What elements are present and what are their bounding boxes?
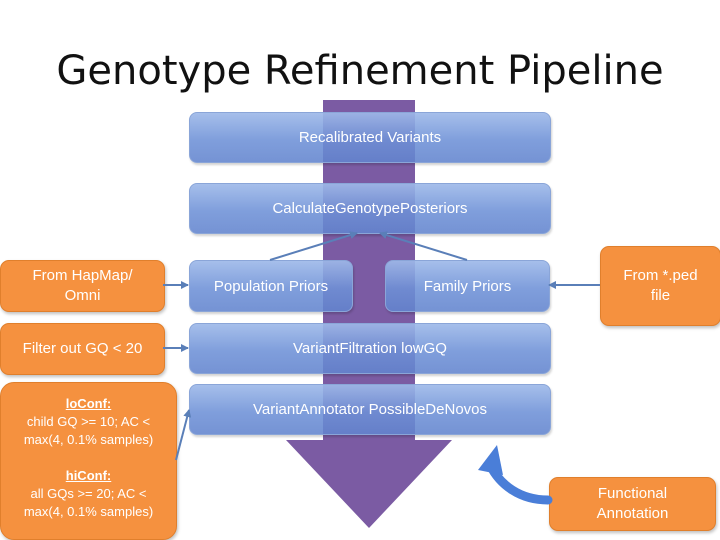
input-label-line1: Functional — [597, 485, 668, 502]
input-label-line1: From *.ped — [623, 267, 698, 284]
curved-arrow-head — [478, 445, 503, 475]
step-label: VariantAnnotator PossibleDeNovos — [252, 401, 488, 418]
step-label: CalculateGenotypePosteriors — [272, 200, 468, 217]
loconf-line1: child GQ >= 10; AC < — [26, 414, 151, 429]
connector-family-to-calculate — [380, 233, 467, 260]
input-label-line2: file — [650, 287, 671, 304]
hiconf-header: hiConf: — [65, 468, 112, 483]
page-title: Genotype Refinement Pipeline — [56, 48, 664, 94]
step-label: Recalibrated Variants — [298, 129, 442, 146]
connector-population-to-calculate — [270, 233, 357, 260]
step-label: Family Priors — [423, 277, 512, 295]
connector-conf-to-annotator — [176, 410, 189, 460]
input-label-line1: From HapMap/ — [32, 267, 133, 284]
hiconf-line2: max(4, 0.1% samples) — [23, 504, 154, 519]
loconf-line2: max(4, 0.1% samples) — [23, 432, 154, 447]
input-label-line2: Omni — [64, 287, 101, 304]
step-label: Population Priors — [213, 277, 329, 295]
hiconf-line1: all GQs >= 20; AC < — [30, 486, 147, 501]
input-label-line2: Annotation — [596, 505, 669, 522]
input-label: Filter out GQ < 20 — [22, 340, 143, 357]
loconf-header: loConf: — [65, 396, 112, 411]
step-label: VariantFiltration lowGQ — [293, 340, 447, 357]
